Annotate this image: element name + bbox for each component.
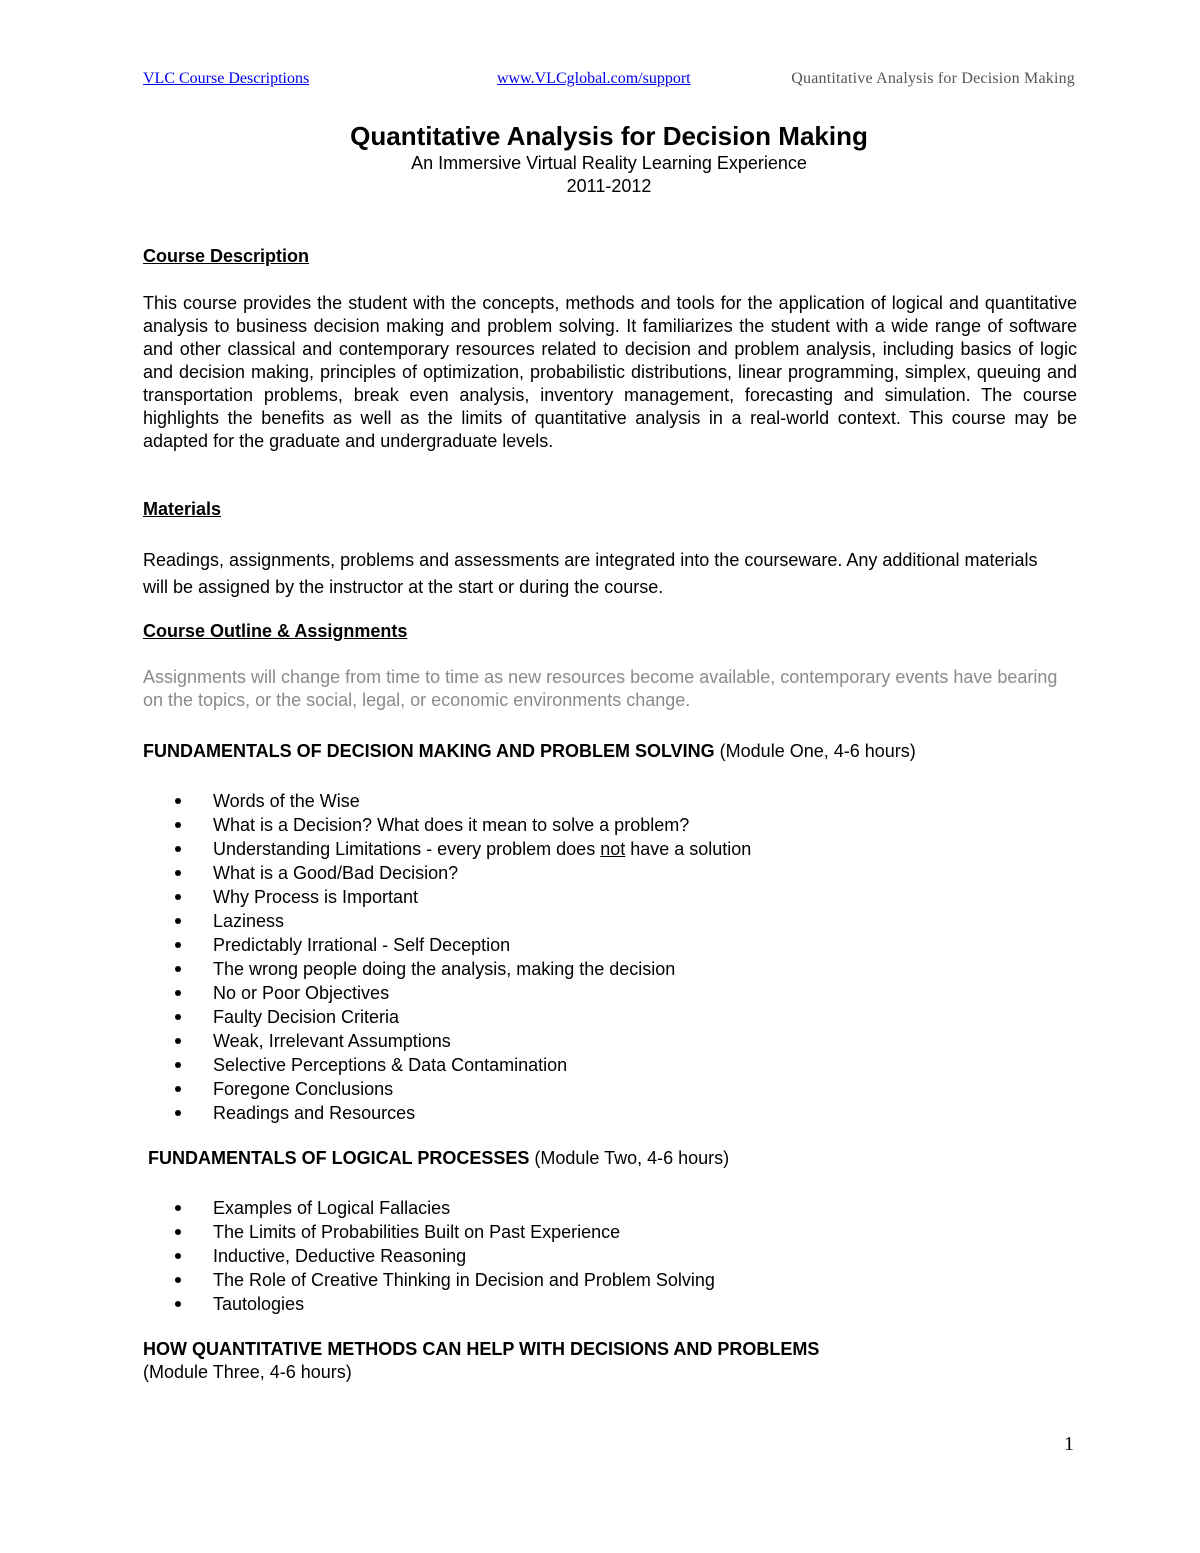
outline-note: Assignments will change from time to time as new resources become available, contemporary events have bearing on the topics, or the social, legal, or economic environments change.: [143, 667, 1058, 710]
materials-heading-wrap: [143, 499, 1077, 520]
list-item: The Role of Creative Thinking in Decision and Problem Solving: [143, 1268, 1077, 1292]
module-three-heading: [143, 1338, 1077, 1384]
module-one-title: FUNDAMENTALS OF DECISION MAKING AND PROBLEM SOLVING: [143, 741, 715, 761]
page-title: Quantitative Analysis for Decision Making: [350, 121, 868, 151]
list-item: Faulty Decision Criteria: [143, 1005, 1077, 1029]
page-header: [143, 70, 1075, 92]
module-one-list: [143, 789, 1077, 1125]
title-block: [143, 120, 1075, 198]
list-item: Why Process is Important: [143, 885, 1077, 909]
module-three-title: HOW QUANTITATIVE METHODS CAN HELP WITH DECISIONS AND PROBLEMS: [143, 1339, 820, 1359]
header-course-name: Quantitative Analysis for Decision Making: [791, 70, 1075, 87]
list-item: The wrong people doing the analysis, making the decision: [143, 957, 1077, 981]
list-item: [143, 837, 1077, 861]
academic-year: 2011-2012: [566, 176, 652, 196]
course-description-heading-wrap: [143, 246, 1077, 267]
module-one-detail: (Module One, 4-6 hours): [714, 741, 916, 761]
page-number: 1: [1064, 1433, 1074, 1455]
list-item: Examples of Logical Fallacies: [143, 1196, 1077, 1220]
materials-heading: Materials: [143, 499, 222, 519]
list-item: No or Poor Objectives: [143, 981, 1077, 1005]
list-item: Readings and Resources: [143, 1101, 1077, 1125]
list-item: The Limits of Probabilities Built on Past Experience: [143, 1220, 1077, 1244]
outline-heading-wrap: [143, 621, 1077, 642]
list-item: What is a Decision? What does it mean to solve a problem?: [143, 813, 1077, 837]
list-item: Tautologies: [143, 1292, 1077, 1316]
module-two-detail: (Module Two, 4-6 hours): [529, 1148, 730, 1168]
header-course-descriptions-link[interactable]: VLC Course Descriptions: [143, 70, 310, 87]
list-item: Inductive, Deductive Reasoning: [143, 1244, 1077, 1268]
outline-heading: Course Outline & Assignments: [143, 621, 408, 641]
list-item-text: Understanding Limitations - every problem does: [213, 839, 601, 859]
module-three-detail: (Module Three, 4-6 hours): [143, 1362, 352, 1382]
module-two-heading: [148, 1147, 1082, 1170]
module-one-heading: [143, 740, 1077, 763]
course-description-heading: Course Description: [143, 246, 310, 266]
list-item: What is a Good/Bad Decision?: [143, 861, 1077, 885]
module-two-list: [143, 1196, 1077, 1316]
course-description-text: This course provides the student with the concepts, methods and tools for the application of logical and quantitative analysis to business decision making and problem solving. It familiarizes the student with a wide range of software and other classical and contemporary resources related to decision and problem analysis, including basics of logic and decision making, principles of optimization, probabilistic distributions, linear programming, simplex, queuing and transportation problems, break even analysis, inventory management, forecasting and simulation. The course highlights the benefits as well as the limits of quantitative analysis in a real-world context. This course may be adapted for the graduate and undergraduate levels.: [143, 293, 1077, 451]
header-support-link[interactable]: www.VLCglobal.com/support: [497, 70, 691, 87]
list-item: Selective Perceptions & Data Contamination: [143, 1053, 1077, 1077]
module-two-list-wrap: [143, 1196, 1077, 1316]
list-item: Foregone Conclusions: [143, 1077, 1077, 1101]
list-item: Weak, Irrelevant Assumptions: [143, 1029, 1077, 1053]
page-subtitle: An Immersive Virtual Reality Learning Experience: [411, 153, 807, 173]
list-item: Laziness: [143, 909, 1077, 933]
list-item-tail: have a solution: [625, 839, 752, 859]
module-two-title: FUNDAMENTALS OF LOGICAL PROCESSES: [148, 1148, 530, 1168]
list-item: Words of the Wise: [143, 789, 1077, 813]
materials-text: Readings, assignments, problems and assessments are integrated into the courseware. Any additional materials will be assigned by the instructor at the start or during the course.: [143, 550, 1038, 597]
underlined-word: not: [600, 839, 626, 859]
list-item: Predictably Irrational - Self Deception: [143, 933, 1077, 957]
module-one-list-wrap: [143, 789, 1077, 1125]
